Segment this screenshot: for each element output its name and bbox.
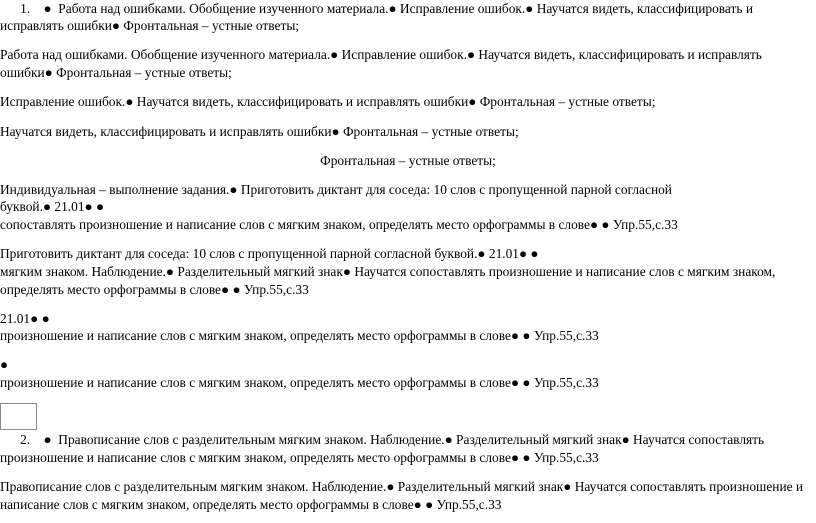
list-item-2-line-1: 2. ● Правописание слов с разделительным мягким знаком. Наблюдение.● Разделительный мягкий знак● Научатся сопоставлять bbox=[0, 432, 765, 447]
paragraph-1-line-1: Работа над ошибками. Обобщение изученного материала.● Исправление ошибок.● Научатся видеть, классифицировать и исправлять bbox=[0, 47, 762, 62]
paragraph-5-line-1: Индивидуальная – выполнение задания.● Приготовить диктант для соседа: 10 слов с пропущенной парной согласной bbox=[0, 182, 672, 197]
paragraph-3: Научатся видеть, классифицировать и исправлять ошибки● Фронтальная – устные ответы; bbox=[0, 124, 519, 139]
paragraph-6-line-1: Приготовить диктант для соседа: 10 слов с пропущенной парной согласной буквой.● 21.01● ● bbox=[0, 246, 539, 261]
empty-table-cell bbox=[0, 403, 37, 430]
list-item-1-line-2: исправлять ошибки● Фронтальная – устные ответы; bbox=[0, 18, 300, 33]
paragraph-7-line-2: произношение и написание слов с мягким знаком, определять место орфограммы в слове● ● Упр.55,с.33 bbox=[0, 328, 599, 343]
paragraph-9-line-2: написание слов с мягким знаком, определять место орфограммы в слове● ● Упр.55,с.33 bbox=[0, 497, 502, 512]
paragraph-6-line-2: мягким знаком. Наблюдение.● Разделительный мягкий знак● Научатся сопоставлять произношение и написание слов с мягким знаком, bbox=[0, 264, 776, 279]
paragraph-8-line-1: ● bbox=[0, 357, 9, 372]
list-item-1-line-1: 1. ● Работа над ошибками. Обобщение изученного материала.● Исправление ошибок.● Научатся видеть, классифицировать и bbox=[0, 1, 753, 16]
paragraph-4-centered: Фронтальная – устные ответы; bbox=[320, 153, 496, 168]
paragraph-7-line-1: 21.01● ● bbox=[0, 311, 50, 326]
paragraph-5-line-2: буквой.● 21.01● ● bbox=[0, 199, 105, 214]
paragraph-6-line-3: определять место орфограммы в слове● ● Упр.55,с.33 bbox=[0, 282, 309, 297]
paragraph-8-line-2: произношение и написание слов с мягким знаком, определять место орфограммы в слове● ● Упр.55,с.33 bbox=[0, 375, 599, 390]
paragraph-9-line-1: Правописание слов с разделительным мягким знаком. Наблюдение.● Разделительный мягкий знак● Научатся сопоставлять произношение и bbox=[0, 479, 804, 494]
paragraph-5-line-3: сопоставлять произношение и написание слов с мягким знаком, определять место орфограммы в слове● ● Упр.55,с.33 bbox=[0, 217, 678, 232]
paragraph-2: Исправление ошибок.● Научатся видеть, классифицировать и исправлять ошибки● Фронтальная – устные ответы; bbox=[0, 94, 656, 109]
paragraph-1-line-2: ошибки● Фронтальная – устные ответы; bbox=[0, 65, 232, 80]
list-item-2-line-2: произношение и написание слов с мягким знаком, определять место орфограммы в слове● ● Упр.55,с.33 bbox=[0, 450, 599, 465]
